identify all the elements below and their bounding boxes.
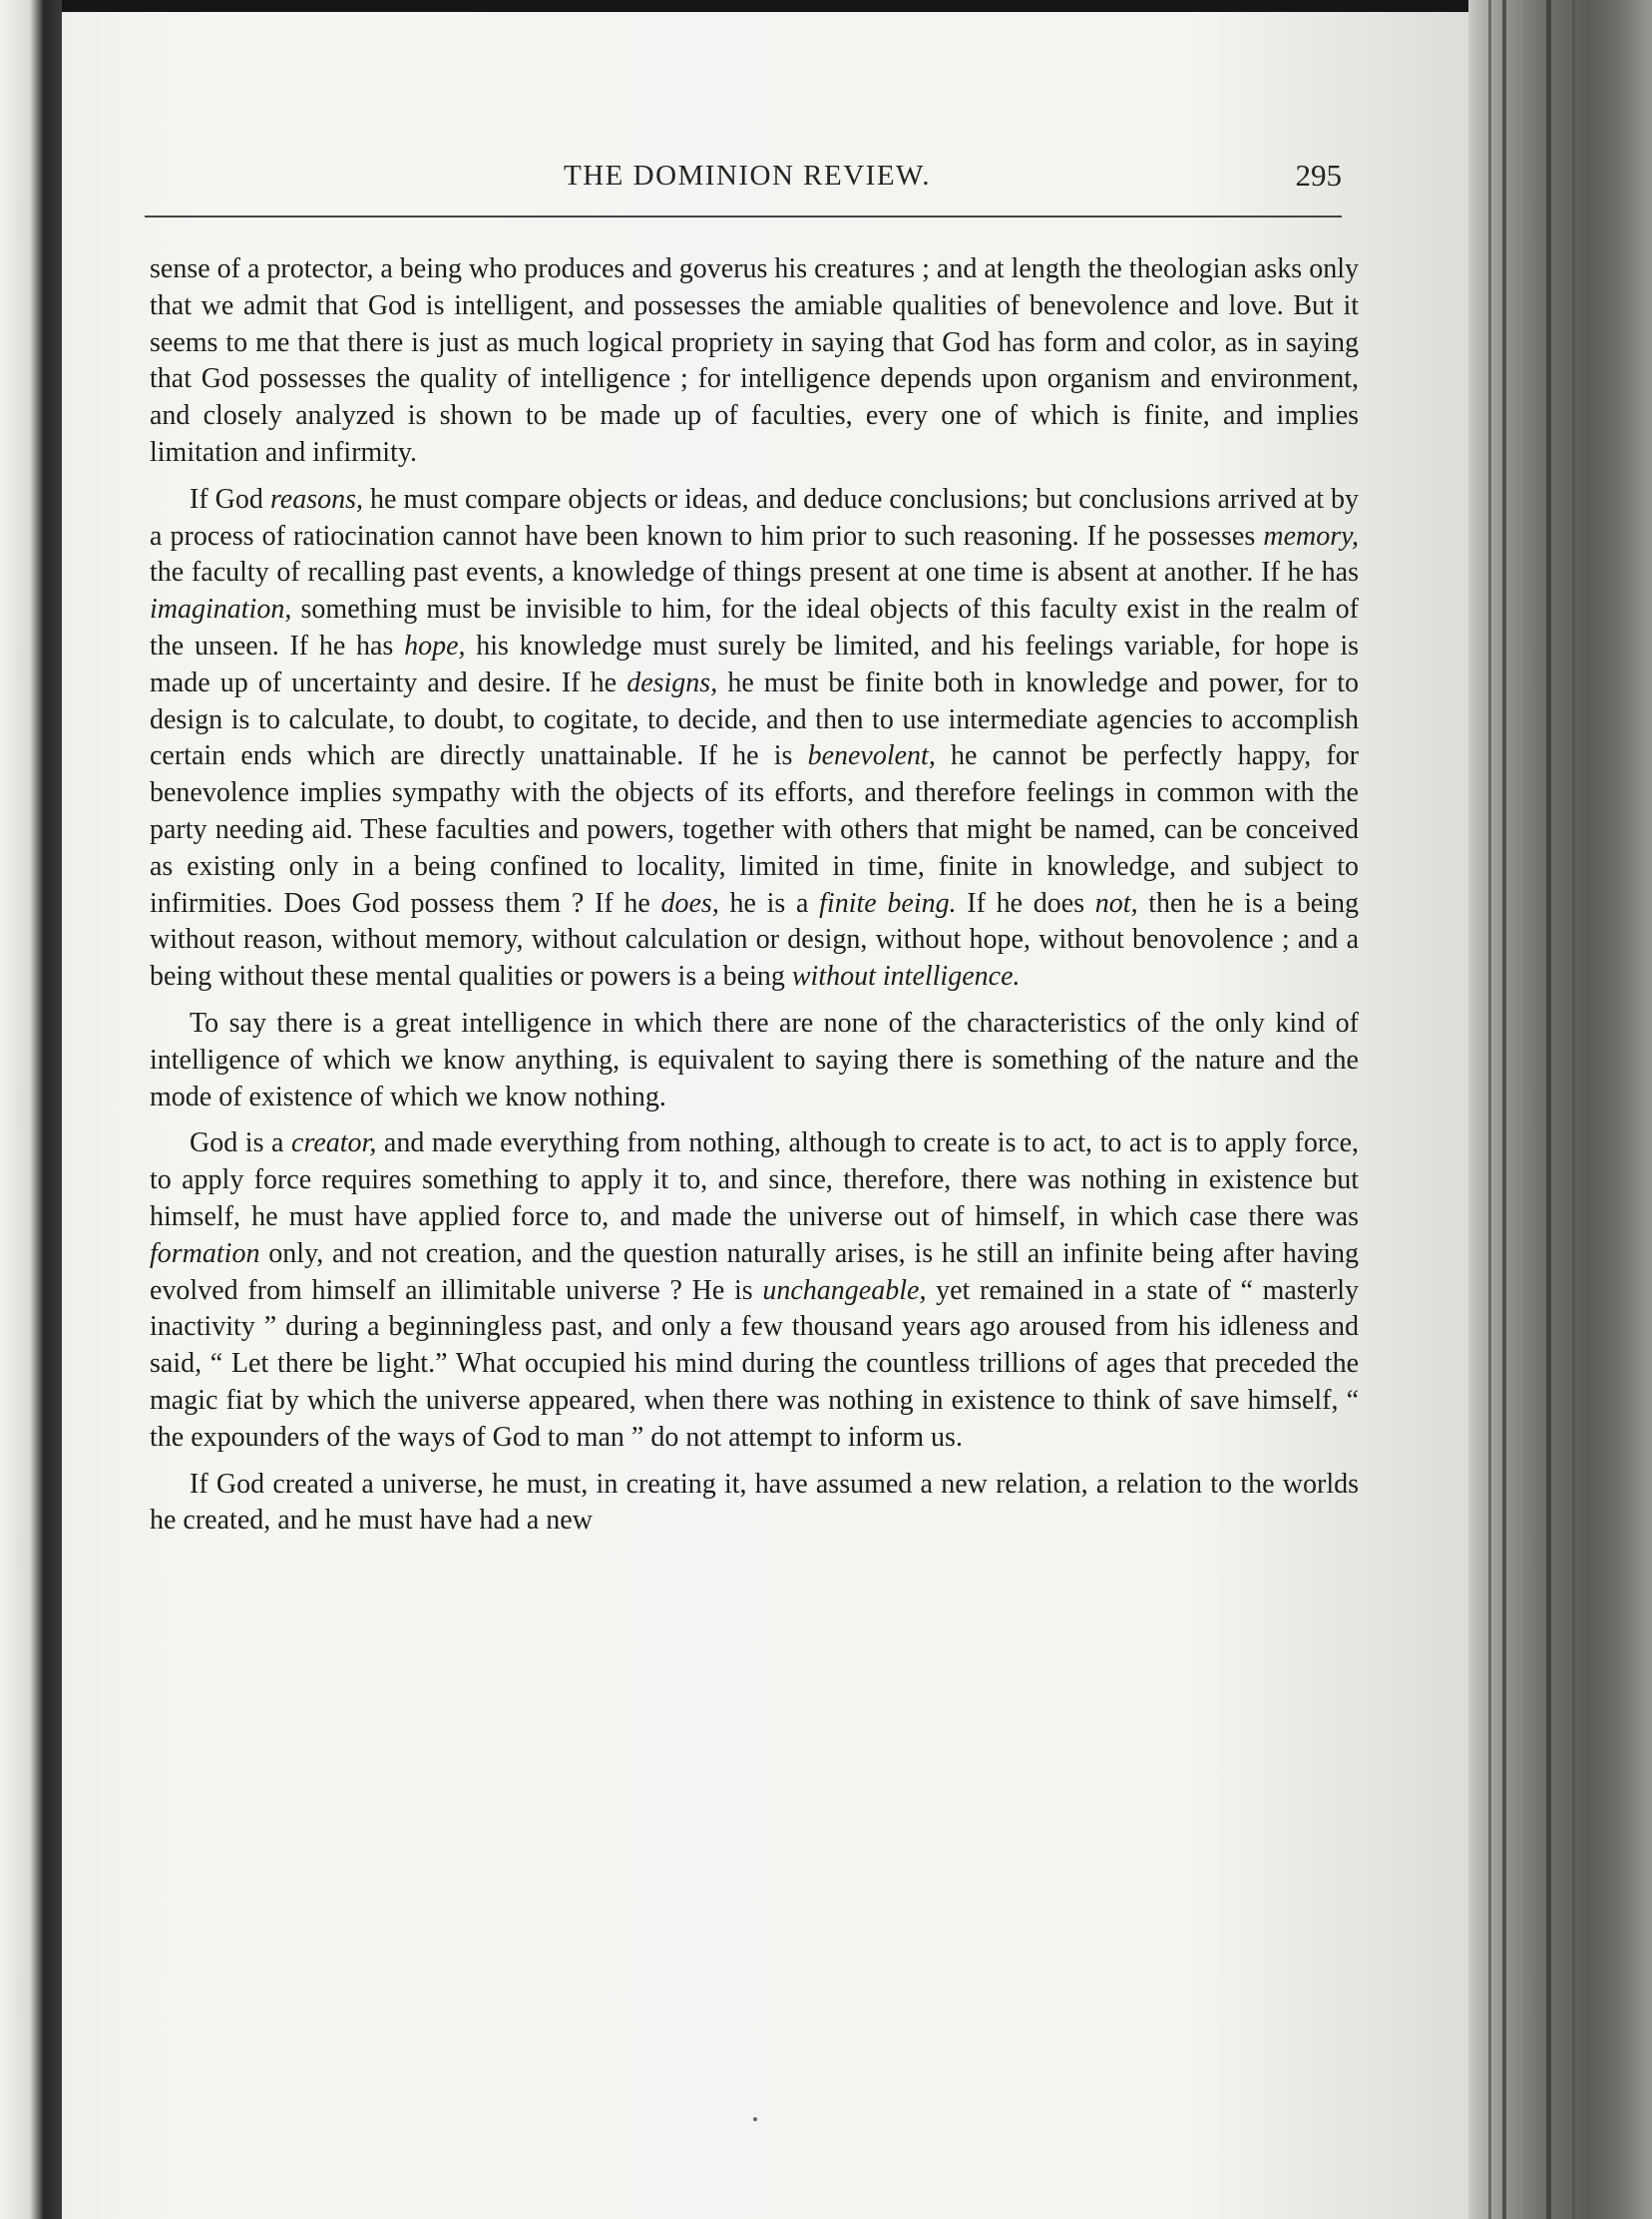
paragraph bbox=[150, 1467, 1359, 1541]
running-head-title: THE DOMINION REVIEW. bbox=[564, 160, 932, 192]
text-run: God is a bbox=[190, 1127, 292, 1159]
text-run: If God bbox=[190, 483, 270, 515]
text-run: something must be invisible to him, for the ideal objects of this faculty exist in the realm of the unseen. If he has bbox=[150, 594, 1359, 662]
italic-run: imagination, bbox=[150, 594, 292, 626]
italic-run: benevolent, bbox=[807, 740, 936, 772]
body-text bbox=[150, 251, 1359, 1550]
italic-run: reasons, bbox=[269, 483, 364, 515]
italic-run: memory, bbox=[1263, 520, 1359, 552]
text-run: he must be finite both in knowledge and power, for to design is to calculate, to doubt, to cogitate, to decide, and then to use intermediate agencies to accomplish certain ends which are directly unattainable. If he is bbox=[150, 666, 1360, 772]
page-block-edge bbox=[1468, 0, 1652, 2219]
paragraph bbox=[150, 482, 1359, 996]
text-run: If he does bbox=[956, 887, 1095, 919]
page-number: 295 bbox=[1295, 158, 1342, 193]
italic-run: hope, bbox=[404, 630, 466, 662]
edge-stripe bbox=[1488, 0, 1491, 2219]
paragraph bbox=[150, 1125, 1359, 1456]
paragraph bbox=[150, 251, 1359, 472]
paper-speck bbox=[753, 2117, 757, 2121]
text-run: To say there is a great intelligence in which there are none of the characteristics of the only kind of intelligence of which we know anything, is equivalent to saying there is something of the nature and the mode of existence of which we know nothing. bbox=[150, 1007, 1359, 1112]
text-run: and made everything from nothing, although to create is to act, to act is to apply force, to apply force requires something to apply it to, and since, therefore, there was nothing in existence but himself, he must have applied force to, and made the universe out of himself, in which case there was bbox=[150, 1127, 1359, 1232]
italic-run: does, bbox=[660, 887, 719, 919]
text-run: yet remained in a state of “ masterly inactivity ” during a beginningless past, and only a few thousand years ago aroused from his idleness and said, “ Let there be light.” What occupied his mind during the countless trillions of ages that preceded the magic fiat by which the universe appeared, when there was nothing in existence to think of save himself, “ the expounders of the ways of God to man ” do not attempt to inform us. bbox=[150, 1274, 1359, 1453]
italic-run: without intelligence. bbox=[791, 961, 1021, 993]
edge-stripe bbox=[1572, 0, 1575, 2219]
text-run: he must compare objects or ideas, and deduce conclusions; but conclusions arrived at by a process of ratiocination cannot have been known to him prior to such reasoning. If he possesses bbox=[150, 483, 1360, 552]
running-head bbox=[145, 150, 1342, 210]
text-run: sense of a protector, a being who produces and goverus his creatures ; and at length the theologian asks only that we admit that God is intelligent, and possesses the amiable qualities of benevolence and love. But it seems to me that there is just as much logical propriety in saying that God has form and color, as in saying that God possesses the quality of intelligence ; for intelligence depends upon organism and environment, and closely analyzed is shown to be made up of faculties, every one of which is finite, and implies limitation and infirmity. bbox=[150, 253, 1359, 468]
italic-run: finite being. bbox=[819, 887, 957, 919]
text-run: then he is a being without reason, without memory, without calculation or design, without hope, without benovolence ; and a being without these mental qualities or powers is a being bbox=[150, 887, 1360, 993]
header-rule bbox=[145, 216, 1342, 218]
text-run: only, and not creation, and the question naturally arises, is he still an infinite being after having evolved from himself an illimitable universe ? He is bbox=[150, 1237, 1359, 1306]
text-run: the faculty of recalling past events, a knowledge of things present at one time is absent at another. If he has bbox=[150, 557, 1359, 589]
italic-run: creator, bbox=[291, 1127, 377, 1159]
paragraph bbox=[150, 1006, 1359, 1115]
text-run: he is a bbox=[718, 887, 820, 919]
italic-run: not, bbox=[1094, 887, 1138, 919]
italic-run: unchangeable, bbox=[762, 1274, 927, 1306]
edge-stripe bbox=[1502, 0, 1506, 2219]
italic-run: designs, bbox=[626, 666, 718, 698]
edge-stripe bbox=[1546, 0, 1551, 2219]
text-run: If God created a universe, he must, in creating it, have assumed a new relation, a relation to the worlds he created, and he must have had a new bbox=[150, 1468, 1359, 1537]
facing-page-edge bbox=[0, 0, 62, 2219]
text-run: his knowledge must surely be limited, and his feelings variable, for hope is made up of uncertainty and desire. If he bbox=[150, 630, 1359, 698]
edge-stripe bbox=[1520, 0, 1522, 2219]
text-run: he cannot be perfectly happy, for benevolence implies sympathy with the objects of its efforts, and therefore feelings in common with the party needing aid. These faculties and powers, together with others that might be named, can be conceived as existing only in a being confined to locality, limited in time, finite in knowledge, and subject to infirmities. Does God possess them ? If he bbox=[150, 740, 1359, 919]
italic-run: formation bbox=[150, 1237, 260, 1269]
